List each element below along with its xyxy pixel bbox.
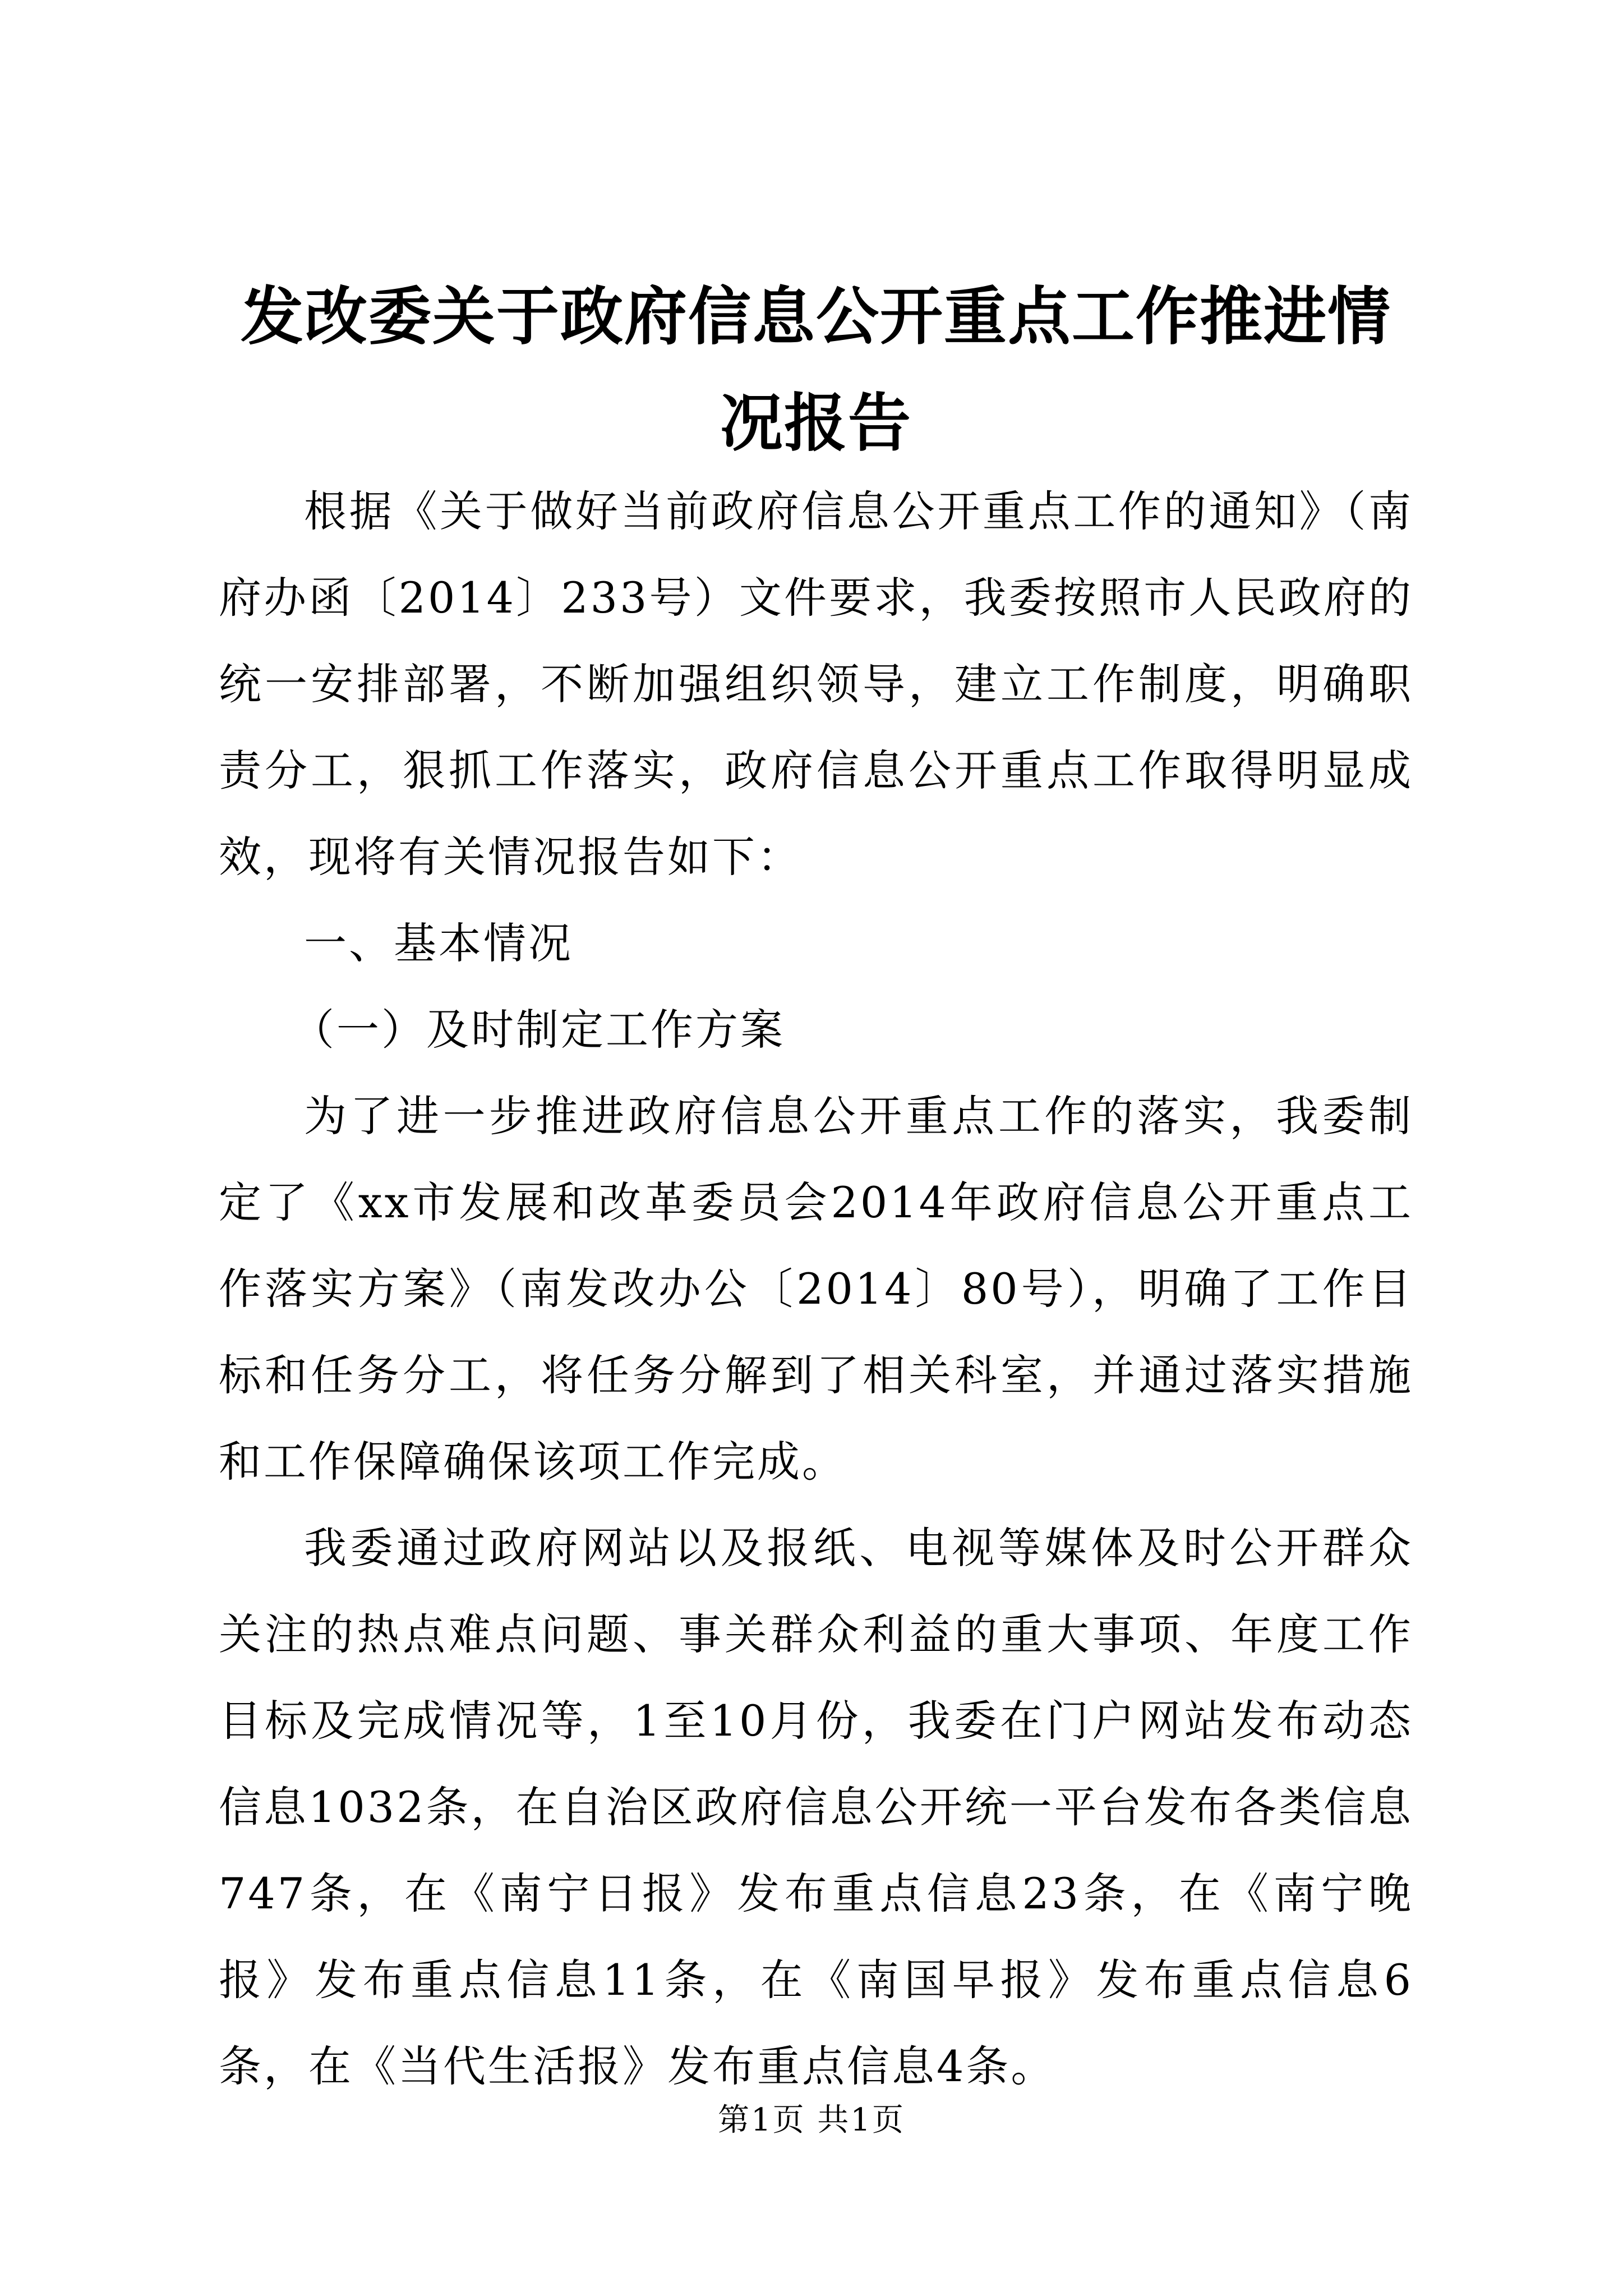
subsection-heading: （一）及时制定工作方案 — [292, 1005, 785, 1055]
document-title: 发改委关于政府信息公开重点工作推进情况报告 — [241, 280, 1391, 460]
body-paragraph: 我委通过政府网站以及报纸、电视等媒体及时公开群众关注的热点难点问题、事关群众利益的重大事项、年度工作目标及完成情况等，1至10月份，我委在门户网站发布动态信息1032条，在自治区政府信息公开统一平台发布各类信息747条，在《南宁日报》发布重点信息23条，在《南宁晚报》发布重点信息11条，在《南国早报》发布重点信息6条，在《当代生活报》发布重点信息4条。 — [219, 1523, 1413, 2091]
document-body — [219, 468, 1413, 2110]
body-paragraph: 为了进一步推进政府信息公开重点工作的落实，我委制定了《xx市发展和改革委员会2014年政府信息公开重点工作落实方案》（南发改办公〔2014〕80号），明确了工作目标和任务分工，将任务分解到了相关科室，并通过落实措施和工作保障确保该项工作完成。 — [219, 1091, 1413, 1487]
intro-paragraph: 根据《关于做好当前政府信息公开重点工作的通知》（南府办函〔2014〕233号）文件要求，我委按照市人民政府的统一安排部署，不断加强组织领导，建立工作制度，明确职责分工，狠抓工作落实，政府信息公开重点工作取得明显成效，现将有关情况报告如下： — [219, 486, 1413, 882]
page-footer: 第1页 共1页 — [717, 2102, 906, 2138]
section-heading: 一、基本情况 — [304, 918, 573, 968]
